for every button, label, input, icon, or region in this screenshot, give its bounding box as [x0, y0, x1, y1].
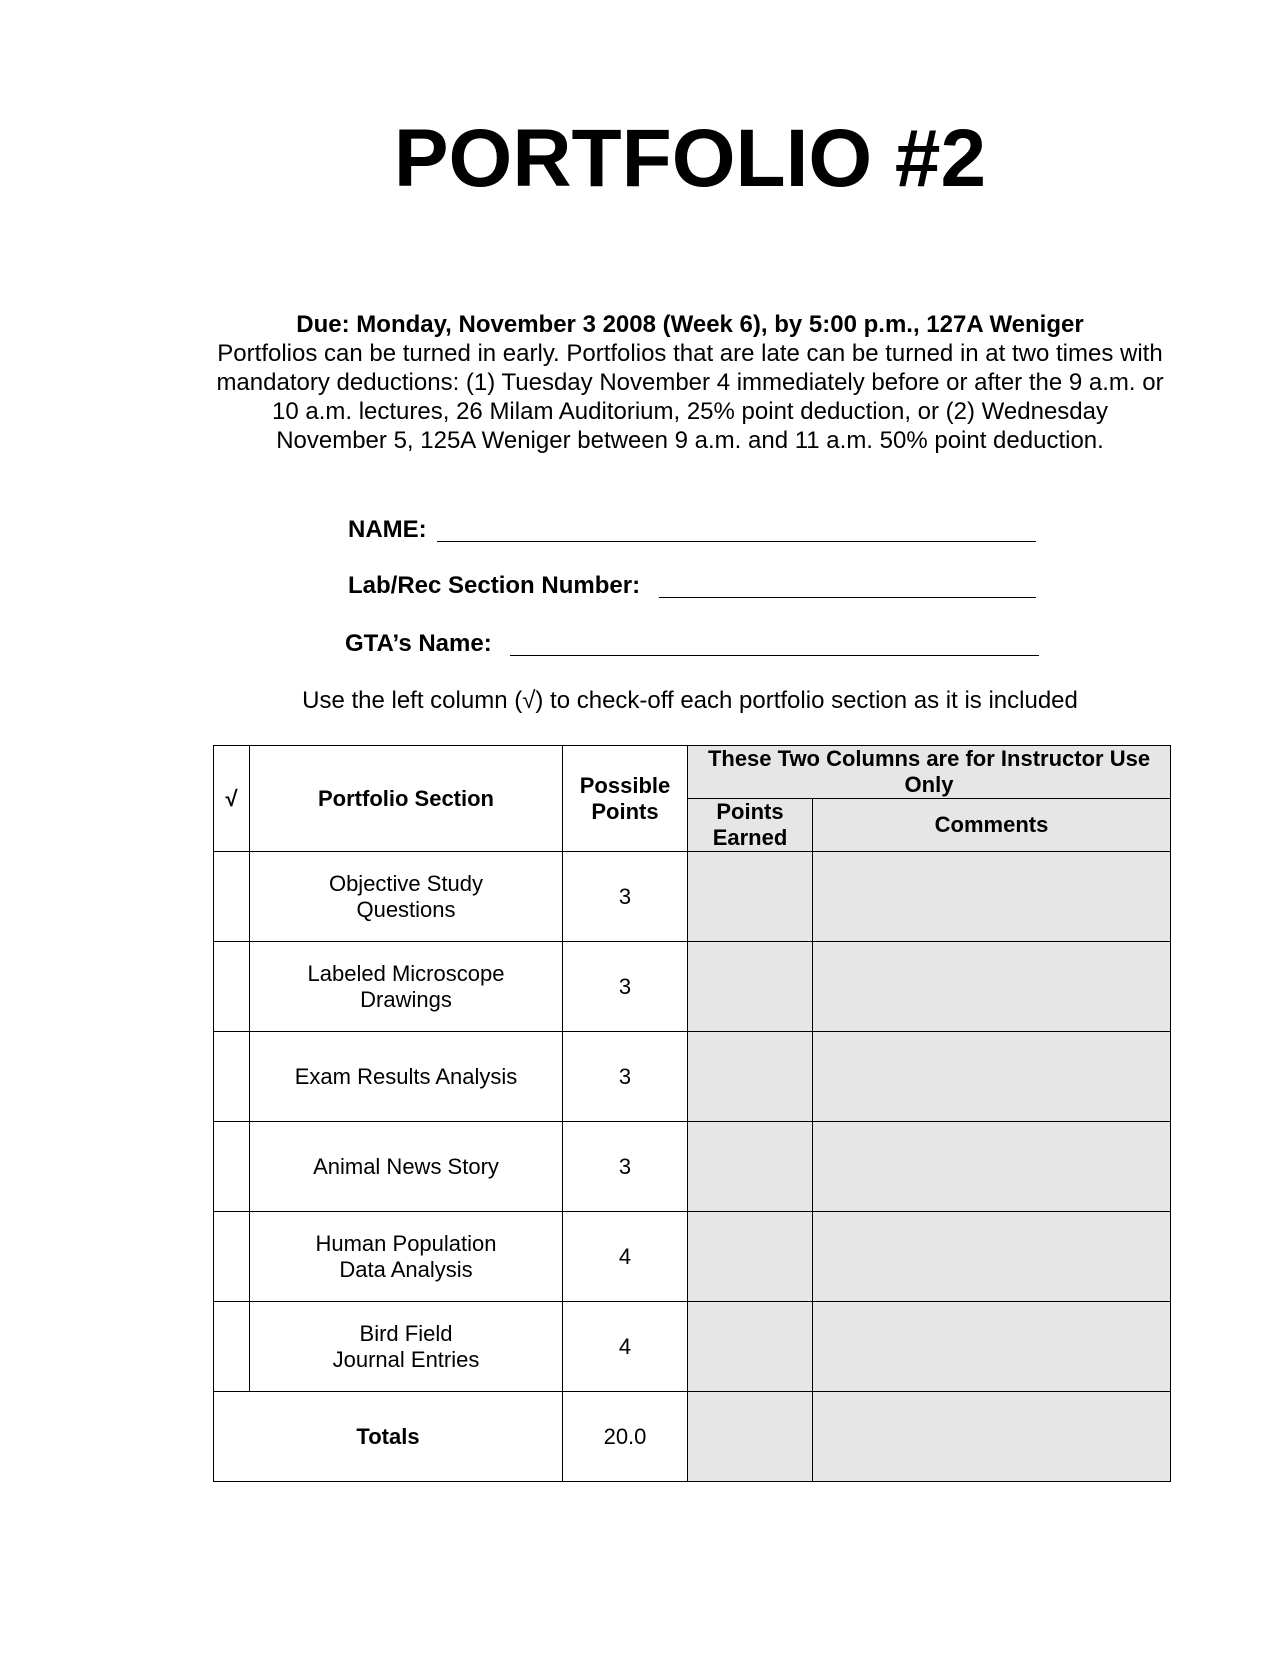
section-cell: Exam Results Analysis: [250, 1032, 563, 1122]
comments-cell: [813, 852, 1171, 942]
name-field: [348, 515, 427, 545]
comments-header: Comments: [813, 799, 1171, 852]
earned-header: Points Earned: [688, 799, 813, 852]
table-row: [214, 1032, 1171, 1122]
section-cell: Objective Study Questions: [250, 852, 563, 942]
earned-cell: [688, 1032, 813, 1122]
totals-row: [214, 1392, 1171, 1482]
check-cell[interactable]: [214, 1032, 250, 1122]
gta-label: GTA’s Name:: [345, 630, 492, 657]
section-blank[interactable]: [659, 571, 1037, 601]
totals-earned-cell: [688, 1392, 813, 1482]
points-cell: 3: [563, 852, 688, 942]
instructor-group-header: These Two Columns are for Instructor Use Only: [688, 746, 1171, 799]
name-blank[interactable]: [437, 515, 1037, 545]
check-cell[interactable]: [214, 942, 250, 1032]
table-row: [214, 852, 1171, 942]
due-info: [215, 310, 1165, 455]
comments-cell: [813, 942, 1171, 1032]
earned-cell: [688, 1122, 813, 1212]
portfolio-table: [213, 745, 1171, 1482]
comments-cell: [813, 1302, 1171, 1392]
due-details: Portfolios can be turned in early. Portfolios that are late can be turned in at two times with mandatory deductions: (1) Tuesday November 4 immediately before or after the 9 a.m. or 10 a.m. lectures, 26 Milam Auditorium, 25% point deduction, or (2) Wednesday November 5, 125A Weniger between 9 a.m. and 11 a.m. 50% point deduction.: [216, 340, 1164, 454]
possible-header: Possible Points: [563, 746, 688, 852]
instruction-text: Use the left column (√) to check-off each portfolio section as it is included: [302, 687, 1078, 714]
section-cell: Animal News Story: [250, 1122, 563, 1212]
name-label: NAME:: [348, 516, 427, 543]
earned-cell: [688, 942, 813, 1032]
section-label: Lab/Rec Section Number:: [348, 572, 641, 599]
points-cell: 3: [563, 1122, 688, 1212]
check-cell[interactable]: [214, 852, 250, 942]
totals-comments-cell: [813, 1392, 1171, 1482]
check-cell[interactable]: [214, 1212, 250, 1302]
earned-cell: [688, 852, 813, 942]
points-cell: 3: [563, 1032, 688, 1122]
section-field: [348, 571, 640, 601]
section-header: Portfolio Section: [250, 746, 563, 852]
section-cell: Bird Field Journal Entries: [250, 1302, 563, 1392]
earned-cell: [688, 1212, 813, 1302]
check-cell[interactable]: [214, 1122, 250, 1212]
section-cell: Human Population Data Analysis: [250, 1212, 563, 1302]
earned-cell: [688, 1302, 813, 1392]
points-cell: 4: [563, 1212, 688, 1302]
table-row: [214, 1212, 1171, 1302]
gta-field: [345, 629, 492, 659]
totals-label: Totals: [214, 1392, 563, 1482]
check-cell[interactable]: [214, 1302, 250, 1392]
due-heading: Due: Monday, November 3 2008 (Week 6), by 5:00 p.m., 127A Weniger: [296, 311, 1084, 338]
table-row: [214, 942, 1171, 1032]
comments-cell: [813, 1032, 1171, 1122]
comments-cell: [813, 1122, 1171, 1212]
points-cell: 3: [563, 942, 688, 1032]
check-header: √: [214, 746, 250, 852]
comments-cell: [813, 1212, 1171, 1302]
table-row: [214, 1122, 1171, 1212]
gta-blank[interactable]: [510, 629, 1040, 659]
page-title: PORTFOLIO #2: [393, 113, 987, 204]
points-cell: 4: [563, 1302, 688, 1392]
section-cell: Labeled Microscope Drawings: [250, 942, 563, 1032]
table-row: [214, 1302, 1171, 1392]
totals-points: 20.0: [563, 1392, 688, 1482]
